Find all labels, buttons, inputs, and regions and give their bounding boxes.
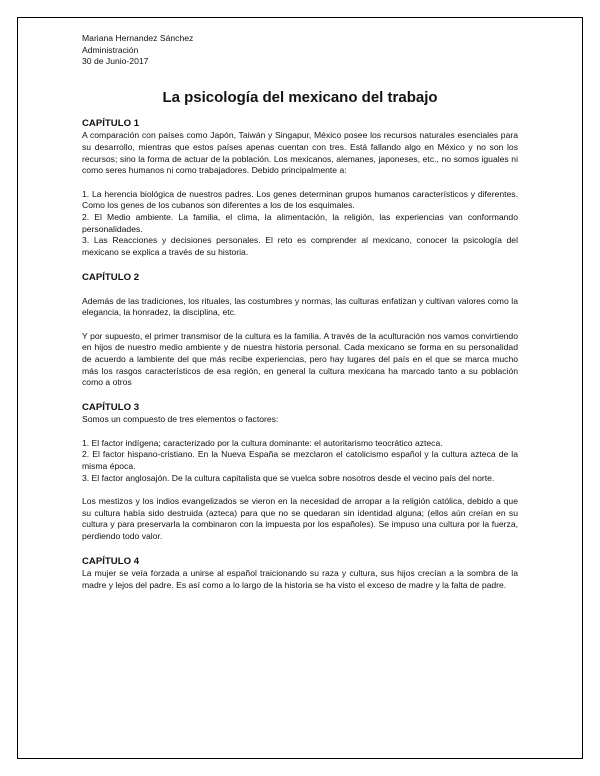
chapter-heading: CAPÍTULO 2 [82, 271, 140, 283]
chapter-heading: CAPÍTULO 1 [82, 118, 140, 130]
paragraph: Los mestizos y los indios evangelizados se vieron en la necesidad de arropar a la religión católica, debido a que su cultura había sido destruida (azteca) para que no se quedaran sin identidad alguna; (ellos aún creían en su cultura y para preservarla la combinaron con la impuesta por los españoles). Se impuso una cultura por la fuerza, perdiendo todo valor. [82, 496, 518, 542]
document-title: La psicología del mexicano del trabajo [162, 89, 438, 107]
paragraph: La mujer se veía forzada a unirse al español traicionando su raza y cultura, sus hijos crecían a la sombra de la madre y lejos del padre. Es así como a lo largo de la historia se ha visto el exceso de madre y la falta de padre. [82, 567, 518, 590]
list-item: 3. Las Reacciones y decisiones personales. El reto es comprender al mexicano, conocer la psicología del mexicano se explica a través de su historia. [82, 235, 518, 258]
document-content [82, 33, 518, 591]
paragraph: Y por supuesto, el primer transmisor de la cultura es la familia. A través de la aculturación nos vamos convirtiendo en hijos de nuestro medio ambiente y de nuestra historia personal. Cada mexicano se forma en su personalidad de acuerdo a lambiente del que más recibe experiencias, pero hay lugares del país en el que se marca mucho más los rasgos característicos de esa región, en general la cultura mexicana ha marcado tanto a su población como a otros [82, 330, 518, 388]
course-name: Administración [82, 44, 139, 55]
chapter-intro: Somos un compuesto de tres elementos o factores: [82, 414, 279, 425]
chapter-heading: CAPÍTULO 3 [82, 402, 140, 414]
author-name: Mariana Hernandez Sánchez [82, 33, 194, 43]
list-item: 1. El factor indígena; caracterizado por la cultura dominante: el autoritarismo teocrático azteca. [82, 437, 443, 448]
chapter-heading: CAPÍTULO 4 [82, 555, 140, 567]
document-date: 30 de Junio-2017 [82, 56, 149, 67]
chapter-3 [82, 402, 518, 543]
list-item: 2. El factor hispano-cristiano. En la Nueva España se mezclaron el catolicismo español y la cultura azteca de la misma época. [82, 449, 518, 471]
paragraph: Además de las tradiciones, los rituales, las costumbres y normas, las culturas enfatizan y cultivan valores como la elegancia, la honradez, la disciplina, etc. [82, 295, 518, 318]
list-item: 2. El Medio ambiente. La familia, el clima, la alimentación, la religión, las experiencias van conformando personalidades. [82, 212, 518, 234]
list-item: 1. La herencia biológica de nuestros padres. Los genes determinan grupos humanos característicos y diferentes. Como los genes de los cubanos son diferentes a los de los esquimales. [82, 188, 518, 211]
chapter-1 [82, 118, 518, 259]
chapter-4 [82, 556, 518, 591]
list-item: 3. El factor anglosajón. De la cultura capitalista que se vuelca sobre nosotros desde el vecino país del norte. [82, 472, 495, 483]
chapter-2 [82, 272, 518, 389]
chapter-intro: A comparación con países como Japón, Taiwán y Singapur, México posee los recursos naturales esenciales para su desarrollo, mientras que estos países apenas cuentan con tres. Está fallando algo en México y no son los recursos; sino la forma de actuar de la población. Los mexicanos, alemanes, japoneses, etc., no somos iguales ni como seres humanos ni como trabajadores. Debido principalmente a: [82, 130, 518, 176]
